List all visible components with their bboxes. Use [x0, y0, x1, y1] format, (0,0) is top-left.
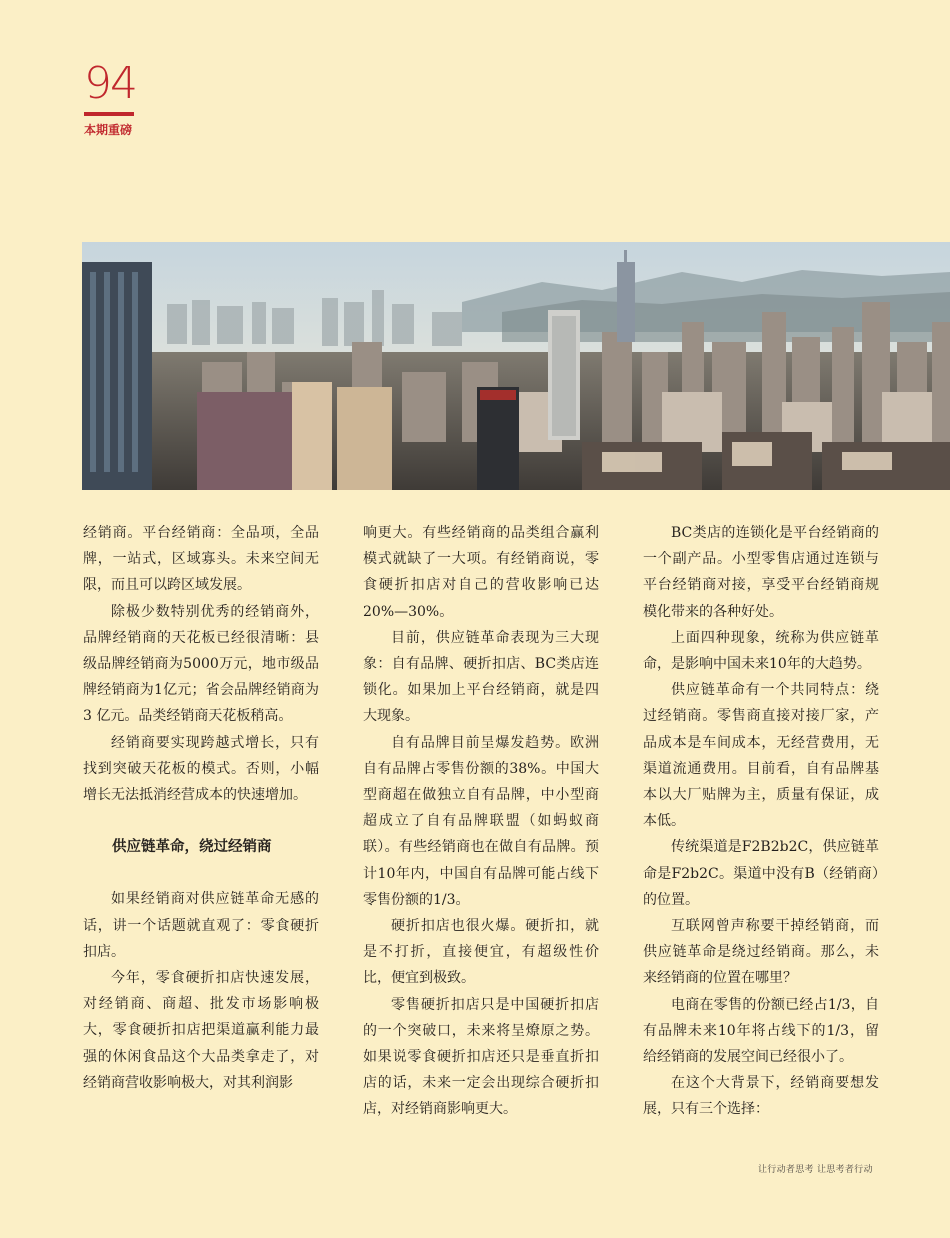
city-skyline-photo [82, 242, 950, 490]
paragraph: 零售硬折扣店只是中国硬折扣店的一个突破口，未来将呈燎原之势。如果说零食硬折扣店还只是垂直折扣店的话，未来一定会出现综合硬折扣店，对经销商影响更大。 [363, 996, 599, 1118]
paragraph: 硬折扣店也很火爆。硬折扣，就是不打折，直接便宜，有超级性价比，便宜到极致。 [363, 918, 599, 987]
paragraph: BC类店的连锁化是平台经销商的一个副产品。小型零售店通过连锁与平台经销商对接，享受平台经销商规模化带来的各种好处。 [643, 525, 879, 620]
column-2 [363, 520, 599, 1123]
paragraph: 上面四种现象，统称为供应链革命，是影响中国未来10年的大趋势。 [643, 629, 879, 673]
page-number: 94 [84, 58, 136, 109]
paragraph: 如果经销商对供应链革命无感的话，讲一个话题就直观了：零食硬折扣店。 [83, 891, 319, 960]
paragraph: 供应链革命有一个共同特点：绕过经销商。零售商直接对接厂家，产品成本是车间成本，无经营费用，无渠道流通费用。目前看，自有品牌基本以大厂贴牌为主，质量有保证，成本低。 [643, 682, 879, 830]
paragraph: 自有品牌目前呈爆发趋势。欧洲自有品牌占零售份额的38%。中国大型商超在做独立自有品牌，中小型商超成立了自有品牌联盟（如蚂蚁商联）。有些经销商也在做自有品牌。预计10年内，中国自有品牌可能占线下零售份额的1/3。 [363, 734, 599, 908]
paragraph: 响更大。有些经销商的品类组合赢利模式就缺了一大项。有经销商说，零食硬折扣店对自己的营收影响已达20%—30%。 [363, 525, 599, 620]
column-3 [643, 520, 879, 1123]
city-skyline-icon [82, 242, 950, 490]
section-label: 本期重磅 [84, 123, 133, 137]
paragraph: 传统渠道是F2B2b2C，供应链革命是F2b2C。渠道中没有B（经销商）的位置。 [643, 839, 879, 908]
footer-slogan: 让行动者思考 让思考者行动 [758, 1165, 873, 1175]
paragraph: 经销商要实现跨越式增长，只有找到突破天花板的模式。否则，小幅增长无法抵消经营成本的快速增加。 [83, 734, 319, 804]
section-heading: 供应链革命，绕过经销商 [112, 839, 272, 856]
column-1 [83, 520, 319, 1096]
paragraph: 电商在零售的份额已经占1/3，自有品牌未来10年将占线下的1/3，留给经销商的发展空间已经很小了。 [643, 996, 879, 1066]
page-number-underline [84, 112, 134, 116]
paragraph: 目前，供应链革命表现为三大现象：自有品牌、硬折扣店、BC类店连锁化。如果加上平台经销商，就是四大现象。 [363, 629, 599, 725]
paragraph: 互联网曾声称要干掉经销商，而供应链革命是绕过经销商。那么，未来经销商的位置在哪里？ [643, 918, 879, 987]
paragraph: 在这个大背景下，经销商要想发展，只有三个选择： [643, 1075, 879, 1118]
paragraph: 今年，零食硬折扣店快速发展，对经销商、商超、批发市场影响极大，零食硬折扣店把渠道赢利能力最强的休闲食品这个大品类拿走了，对经销商营收影响极大，对其利润影 [83, 970, 319, 1091]
paragraph: 经销商。平台经销商：全品项，全品牌，一站式，区域寡头。未来空间无限，而且可以跨区域发展。 [83, 525, 319, 594]
paragraph: 除极少数特别优秀的经销商外，品牌经销商的天花板已经很清晰：县级品牌经销商为5000万元，地市级品牌经销商为1亿元；省会品牌经销商为 3 亿元。品类经销商天花板稍高。 [83, 603, 319, 725]
